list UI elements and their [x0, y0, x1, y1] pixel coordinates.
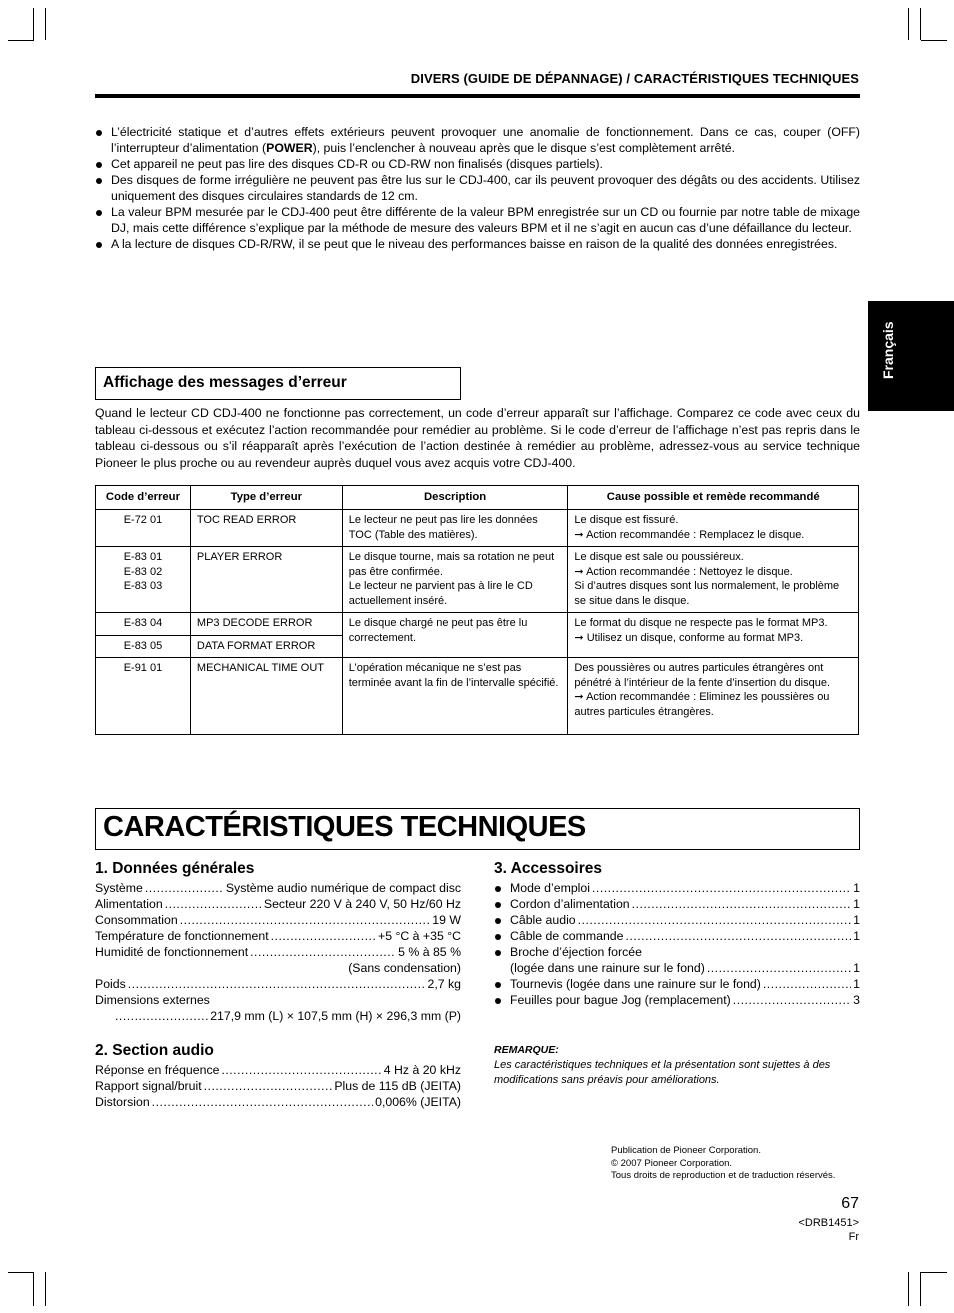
audio-heading: 2. Section audio: [95, 1042, 214, 1059]
spec-row: Poids ..... 2,7 kg: [95, 976, 461, 992]
document-code: [798, 1216, 859, 1244]
list-item: La valeur BPM mesurée par le CDJ-400 peut être différente de la valeur BPM enregistrée sur un CD ou fournie par notre table de mixage DJ, mais cette différence s’explique par la méthode de mesure des valeurs BPM et il ne s’agit en aucun cas d’une défaillance du lecteur.: [95, 204, 860, 236]
spec-row: Alimentation ..... Secteur 220 V à 240 V, 50 Hz/60 Hz: [95, 896, 461, 912]
list-item: Tournevis (logée dans une rainure sur le fond) ..... 1: [494, 976, 860, 992]
description-cell: Le disque tourne, mais sa rotation ne peut pas être confirmée. Le lecteur ne parvient pas à lire le CD actuellement inséré.: [342, 547, 568, 613]
page-number: 67: [841, 1195, 859, 1212]
remarque-text: Les caractéristiques techniques et la présentation sont sujettes à des modifications sans préavis pour améliorations.: [494, 1059, 831, 1086]
spec-row: Humidité de fonctionnement ..... 5 % à 85 %: [95, 944, 461, 960]
audio-specs: [95, 1062, 461, 1110]
error-section-heading-box: [95, 367, 461, 400]
general-heading: 1. Données générales: [95, 860, 255, 877]
spec-row: Réponse en fréquence ..... 4 Hz à 20 kHz: [95, 1062, 461, 1078]
error-type-cell: MECHANICAL TIME OUT: [190, 658, 342, 735]
list-item: A la lecture de disques CD-R/RW, il se peut que le niveau des performances baisse en raison de la qualité des données enregistrées.: [95, 236, 860, 252]
cause-cell: Le disque est sale ou poussiéreux. ➞ Action recommandée : Nettoyez le disque. Si d’autres disques sont lus normalement, le problème se situe dans le disque.: [568, 547, 859, 613]
error-code-cell: E-83 01 E-83 02 E-83 03: [96, 547, 191, 613]
cause-cell: Des poussières ou autres particules étrangères ont pénétré à l’intérieur de la fente d’insertion du disque. ➞ Action recommandée : Eliminez les poussières ou autres particules étrangères.: [568, 658, 859, 735]
error-type-cell: DATA FORMAT ERROR: [190, 635, 342, 658]
list-item-continuation: (logée dans une rainure sur le fond) ..... 1: [494, 960, 860, 976]
specs-title-box: [95, 808, 860, 850]
table-row: [96, 510, 859, 547]
spec-row: ..... 217,9 mm (L) × 107,5 mm (H) × 296,3 mm (P): [95, 1008, 461, 1024]
table-row: [96, 658, 859, 735]
cause-cell: Le format du disque ne respecte pas le format MP3. ➞ Utilisez un disque, conforme au format MP3.: [568, 613, 859, 658]
accessories-heading: 3. Accessoires: [494, 860, 603, 877]
error-type-cell: TOC READ ERROR: [190, 510, 342, 547]
general-specs: [95, 880, 461, 1024]
list-item: Des disques de forme irrégulière ne peuvent pas être lus sur le CDJ-400, car ils peuvent provoquer des dégâts ou des accidents. Utilisez uniquement des disques circulaires standards de 12 cm.: [95, 172, 860, 204]
list-item: Feuilles pour bague Jog (remplacement) ..... 3: [494, 992, 860, 1008]
language-tab-label: Français: [880, 321, 896, 379]
table-row: [96, 613, 859, 636]
column-header: Type d’erreur: [190, 486, 342, 510]
list-item: Cet appareil ne peut pas lire des disques CD-R ou CD-RW non finalisés (disques partiels).: [95, 156, 860, 172]
list-item: Mode d’emploi ..... 1: [494, 880, 860, 896]
error-type-cell: MP3 DECODE ERROR: [190, 613, 342, 636]
column-header: Cause possible et remède recommandé: [568, 486, 859, 510]
doc-code: <DRB1451>: [798, 1217, 859, 1229]
error-code-cell: E-83 05: [96, 635, 191, 658]
publication-line: Tous droits de reproduction et de traduction réservés.: [611, 1170, 836, 1181]
error-section-intro: Quand le lecteur CD CDJ-400 ne fonctionne pas correctement, un code d’erreur apparaît sur l’affichage. Comparez ce code avec ceux du tableau ci-dessous et exécutez l’action recommandée pour remédier au problème. Si le code d’erreur de l’affichage n’est pas repris dans le tableau ci-dessous ou s’il réapparaît après l’exécution de l’action destinée à remédier au problème, adressez-vous au service technique Pioneer le plus proche ou au revendeur auprès duquel vous avez acquis votre CDJ-400.: [95, 406, 860, 470]
spec-row: Température de fonctionnement ..... +5 °C à +35 °C: [95, 928, 461, 944]
cause-cell: Le disque est fissuré. ➞ Action recommandée : Remplacez le disque.: [568, 510, 859, 547]
remarque-heading: REMARQUE:: [494, 1044, 559, 1056]
spec-row: Distorsion ..... 0,006% (JEITA): [95, 1094, 461, 1110]
spec-row: Système ..... Système audio numérique de compact disc: [95, 880, 461, 896]
description-cell: Le lecteur ne peut pas lire les données TOC (Table des matières).: [342, 510, 568, 547]
spec-row: Consommation ..... 19 W: [95, 912, 461, 928]
specs-title: CARACTÉRISTIQUES TECHNIQUES: [103, 811, 586, 843]
error-section-heading: Affichage des messages d’erreur: [103, 374, 347, 391]
header-title: DIVERS (GUIDE DE DÉPANNAGE) / CARACTÉRISTIQUES TECHNIQUES: [410, 71, 859, 86]
publication-line: Publication de Pioneer Corporation.: [611, 1145, 761, 1156]
error-code-cell: E-72 01: [96, 510, 191, 547]
description-cell: L’opération mécanique ne s’est pas terminée avant la fin de l’intervalle spécifié.: [342, 658, 568, 735]
publication-notice: [611, 1145, 835, 1183]
notes-list: [95, 124, 860, 252]
list-item: L’électricité statique et d’autres effets extérieurs peuvent provoquer une anomalie de fonctionnement. Dans ce cas, couper (OFF) l’interrupteur d’alimentation (POWER), puis l’enclencher à nouveau après que le disque s’est complètement arrêté.: [95, 124, 860, 156]
list-item: Cordon d’alimentation ..... 1: [494, 896, 860, 912]
publication-line: © 2007 Pioneer Corporation.: [611, 1157, 733, 1169]
error-code-cell: E-83 04: [96, 613, 191, 636]
list-item: Broche d’éjection forcée: [494, 944, 860, 960]
error-table: [95, 485, 859, 735]
description-cell: Le disque chargé ne peut pas être lu correctement.: [342, 613, 568, 658]
spec-continuation: (Sans condensation): [348, 961, 461, 975]
language-tab: [868, 301, 954, 411]
spec-row: Rapport signal/bruit ..... Plus de 115 dB (JEITA): [95, 1078, 461, 1094]
list-item: Câble de commande ..... 1: [494, 928, 860, 944]
column-header: Description: [342, 486, 568, 510]
table-row: [96, 547, 859, 613]
error-code-cell: E-91 01: [96, 658, 191, 735]
accessories-list: [494, 880, 860, 1008]
header-rule: [95, 94, 860, 98]
lang-code: Fr: [848, 1231, 859, 1243]
table-header-row: [96, 486, 859, 510]
column-header: Code d’erreur: [96, 486, 191, 510]
error-type-cell: PLAYER ERROR: [190, 547, 342, 613]
dimensions-label: Dimensions externes: [95, 993, 210, 1007]
list-item: Câble audio ..... 1: [494, 912, 860, 928]
